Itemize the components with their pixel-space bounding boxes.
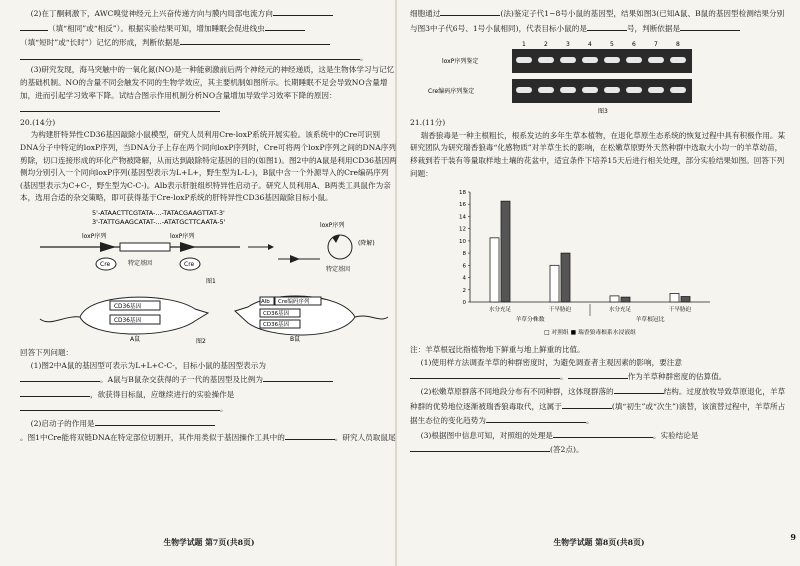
cre-label-1: Cre: [100, 260, 111, 268]
group-label: 羊草分株数: [515, 317, 545, 324]
gel-lane-number: 1: [522, 41, 526, 49]
gel-row-1-label: loxP序列鉴定: [442, 58, 479, 66]
y-tick-label: 4: [462, 275, 466, 282]
gel-band: [648, 87, 664, 93]
x-tick-label: 干旱胁迫: [548, 307, 572, 314]
bar: [490, 238, 499, 302]
loxp-triangle-product: [290, 255, 300, 263]
gel-lane-numbers: [522, 41, 680, 48]
gel-band: [626, 87, 642, 93]
q21-2-line1: (2)松嫩草原群落不同地段分布有不同种群，这体现群落的 结构。过度放牧导致草原退化，羊草种群的优势地位逐渐被瑞香狼毒取代，这属于 (填“初生”或“次生”)演替，该演替过程中，羊草所占据生态位的变化趋势为 。: [410, 384, 788, 428]
mouse-a-gene-1: CD36基因: [114, 303, 142, 310]
q19-2-line2: （填“相同”或“相反”）。根据实验结果可知，增加睡眠会促进线虫: [20, 21, 398, 36]
figure-1: [20, 207, 398, 285]
q19-2-line1: (2)在丁酮刺激下，AWC嗅觉神经元上兴奋传递方向与膜内局部电流方向: [20, 6, 398, 21]
gel-band: [648, 57, 664, 63]
loxp-label-left: loxP序列: [82, 232, 107, 240]
y-tick-label: 2: [462, 287, 466, 294]
q20-1-line3: ，欲获得目标鼠，应继续进行的实验操作是: [20, 387, 398, 402]
q20-1-line2: 。A鼠与B鼠杂交获得的子一代的基因型及比例为: [20, 372, 398, 387]
q19-2-line3: （填“短时”或“长时”）记忆的形成，判断依据是: [20, 35, 398, 50]
figure-2-diagram: [20, 287, 390, 345]
page-8: [410, 6, 788, 556]
q20-cont-line1: 细胞通过 (法)鉴定子代1~8号小鼠的基因型，结果如图3(已知A鼠、B鼠的基因型检测结果分别与图3中子代6号、1号小鼠相同)，代表目标小鼠的是 号，判断依据是: [410, 6, 788, 35]
group-label: 羊草根冠比: [635, 317, 665, 324]
gel-band: [670, 57, 686, 63]
gel-band: [604, 57, 620, 63]
mouse-b-tail: [355, 316, 388, 319]
mouse-a-label: A鼠: [130, 335, 141, 343]
bar-chart: [430, 184, 730, 344]
gel-band: [560, 57, 576, 63]
mouse-b-alb: Alb: [261, 298, 270, 305]
mouse-b-gene-2: CD36基因: [263, 321, 290, 328]
bar: [610, 296, 619, 302]
degrade-label: (降解): [358, 239, 375, 247]
bar: [501, 201, 510, 302]
mouse-a-gene-2: CD36基因: [114, 317, 142, 324]
y-tick-label: 6: [462, 263, 466, 270]
gel-lane-number: 4: [588, 41, 592, 49]
figure-1-diagram: [20, 207, 390, 285]
seq-bottom: 3'-TATTGAAGCATAT-...-ATATGCTTCAATA-5': [92, 217, 226, 226]
mouse-a-tail: [40, 317, 80, 322]
q19-2-line4: 。: [20, 50, 398, 65]
y-tick-label: 18: [459, 190, 466, 197]
q20-2-line2: 。图1中Cre能将双链DNA在特定部位切割开，其作用类似于基因操作工具中的 。研究人员取鼠尾: [20, 430, 398, 445]
gel-lane-number: 3: [566, 41, 570, 49]
gel-lane-number: 5: [610, 41, 614, 49]
gel-band: [670, 87, 686, 93]
q21-1-line1: (1)使用样方法调查羊草的种群密度时，为避免调查者主观因素的影响，要注意: [420, 357, 682, 367]
loxp-label-right: loxP序列: [170, 232, 195, 240]
gel-image: [422, 39, 722, 117]
circular-product: [328, 235, 352, 259]
q19-3-answer: [20, 102, 398, 117]
answer-prompt: 回答下列问题：: [20, 347, 74, 357]
figure-2-caption: 图2: [196, 337, 206, 345]
figure-2: [20, 287, 398, 345]
page-7: [20, 6, 398, 556]
y-tick-label: 14: [459, 214, 466, 221]
figure-3-gel: [422, 39, 722, 117]
q21-1-line2: 。 作为羊草种群密度的估算值。: [410, 369, 788, 384]
q21-head: 21.(11分): [410, 118, 446, 128]
loxp-triangle-left: [100, 242, 116, 252]
loxp-triangle-circle: [332, 235, 340, 243]
gel-band: [582, 57, 598, 63]
gel-band: [626, 57, 642, 63]
gel-row-2-label: Cre编码序列鉴定: [428, 88, 475, 96]
gel-band: [604, 87, 620, 93]
q20-head: 20.(14分): [20, 117, 56, 127]
loxp-triangle-right: [180, 242, 196, 252]
mouse-b-cre: Cre编码序列: [278, 298, 310, 305]
q20-1-line1: (1)图2中A鼠的基因型可表示为L+L+C-C-，目标小鼠的基因型表示为: [30, 360, 266, 370]
q21-3-line2: (答2点)。: [410, 442, 788, 457]
gene-label-2: 特定基因: [326, 265, 351, 273]
chart-note: 注：羊草根冠比指植物地下鲜重与地上鲜重的比值。: [410, 345, 585, 355]
q21-body: 瑞香狼毒是一种主根粗长，根系发达的多年生草本植物，在退化草原生态系统的恢复过程中具有积极作用。某研究团队为研究瑞香狼毒“化感物质”对羊草生长的影响，在松嫩草原野外天然种群中选取大小均一的羊草幼苗，移栽到若干装有等量取样地土壤的花盆中，适宜条件下培养15天后进行相关处理，部分实验结果如图。回答下列问题：: [410, 130, 786, 178]
q19-3: (3)研究发现，海马突触中的一氧化氮(NO)是一种能刺激前后两个神经元的神经递质，这是生物体学习与记忆的基础机制。NO的含量不同会触发不同的生物学效应，其主要机制如图所示。长期睡眠不足会导致NO含量增加，进而引起学习效率下降。试结合图示作用机制分析NO含量增加导致学习效率下降的原因：: [20, 65, 395, 100]
q20-2-line1: (2)启动子的作用是: [20, 416, 398, 431]
arrow-head: [268, 244, 274, 250]
gel-band: [538, 87, 554, 93]
cre-label-2: Cre: [184, 260, 195, 268]
bar: [670, 294, 679, 303]
bar: [550, 265, 559, 302]
q20-1-line4: 。: [20, 401, 398, 416]
bar: [681, 297, 690, 303]
x-tick-label: 水分充足: [488, 307, 512, 314]
bar: [621, 297, 630, 302]
chart-legend: □ 对照组 ■ 瑞香狼毒根系水浸液组: [544, 330, 636, 337]
gel-band: [516, 87, 532, 93]
y-tick-label: 12: [459, 226, 466, 233]
gel-band: [582, 87, 598, 93]
gene-label-1: 特定基因: [128, 259, 153, 267]
gel-band: [560, 87, 576, 93]
page-7-footer: 生物学试题 第7页(共8页): [163, 538, 255, 548]
page-8-footer: 生物学试题 第8页(共8页): [553, 538, 645, 548]
gel-lane-number: 7: [654, 41, 658, 49]
loxp-label-circle: loxP序列: [320, 221, 345, 229]
gel-lane-number: 6: [632, 41, 636, 49]
q20-body: 为构建肝特异性CD36基因敲除小鼠模型，研究人员利用Cre-loxP系统开展实验。该系统中的Cre可识别DNA分子中特定的loxP序列，当DNA分子上存在两个同向loxP序列时，Cre可将两个loxP序列之间的DNA序列剪除，切口连接形成的环化产物被降解，从而达到敲除特定基因的目的(如图1)。图2中的A鼠是利用CD36基因两侧均分别引入一个同向loxP序列(基因型表示为L+L+，野生型为L-L-)，B鼠中含一个外源导入的Cre编码序列(基因型表示为C+C-，野生型为C-C-)。Alb表示肝脏组织特异性启动子。研究人员利用A、B两类工具鼠作为亲本，选用合适的杂交策略，即可获得基于Cre-loxP系统的肝特异性CD36基因敲除目标小鼠。: [20, 130, 397, 203]
seq-top: 5'-ATAACTTCGTATA-...-TATACGAAGTTAT-3': [92, 208, 225, 217]
y-tick-label: 8: [462, 251, 466, 258]
q21-3-line1: (3)根据图中信息可知，对照组的处理是 。实验结论是: [410, 428, 788, 443]
bar: [561, 253, 570, 302]
gel-band: [538, 57, 554, 63]
gene-box: [120, 243, 170, 251]
y-tick-label: 0: [462, 300, 466, 307]
gel-lane-number: 2: [544, 41, 548, 49]
y-tick-label: 10: [459, 239, 466, 246]
mouse-b-label: B鼠: [290, 335, 301, 343]
gel-lane-number: 8: [676, 41, 680, 49]
mouse-b-gene-1: CD36基因: [263, 310, 290, 317]
y-tick-label: 16: [459, 202, 466, 209]
x-tick-label: 干旱胁迫: [668, 307, 692, 314]
figure-1-caption: 图1: [206, 277, 216, 285]
x-tick-label: 水分充足: [608, 307, 632, 314]
gel-band: [516, 57, 532, 63]
edge-page-mark: 9: [790, 532, 796, 542]
figure-3-caption: 图3: [598, 108, 608, 116]
bar-chart-svg: [430, 184, 730, 344]
